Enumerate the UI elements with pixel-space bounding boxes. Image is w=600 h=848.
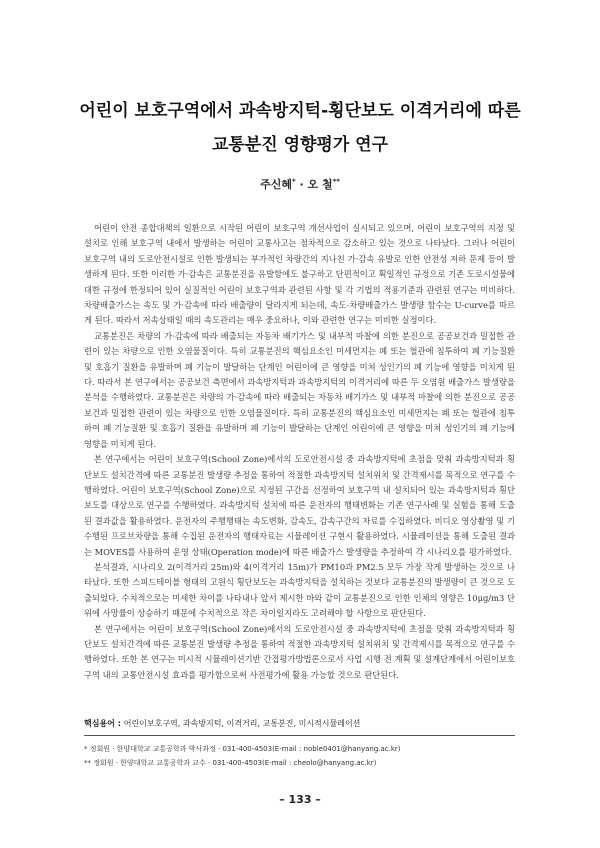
keywords-text: 어린이보호구역, 과속방지턱, 이격거리, 교통분진, 미시적시뮬레이션 — [123, 719, 361, 728]
author-1-mark: * — [291, 177, 296, 186]
footnote-divider — [84, 735, 515, 736]
page-number: – 133 – — [279, 793, 321, 806]
title-line-1: 어린이 보호구역에서 과속방지턱-횡단보도 이격거리에 따른 — [79, 101, 521, 121]
abstract — [84, 221, 515, 683]
paper-title — [60, 94, 540, 162]
footnote-2: ** 정회원 · 한양대학교 교통공학과 교수 · 031-400-4503(E-mail : cheolo@hanyang.ac.kr) — [84, 759, 377, 767]
footnote-1: * 정회원 · 한양대학교 교통공학과 박사과정 · 031-400-4503(E-mail : noble0401@hanyang.ac.kr) — [84, 745, 401, 753]
author-separator: · — [295, 178, 308, 191]
abstract-paragraph-3: 본 연구에서는 어린이 보호구역(School Zone)에서의 도로안전시설 중 과속방지턱에 초점을 맞춰 과속방지턱과 횡단보도 설치간격에 따른 교통분진 발생량 추정을 통하여 적절한 과속방지턱 설치위치 및 간격제시를 목적으로 연구를 수행하였다. 어린이 보호구역(School Zone)으로 지정된 구간을 선정하여 보호구역 내 설치되어 있는 과속방지턱과 횡단보도를 대상으로 연구를 수행하였다. 과속방지턱 설치에 따른 운전자의 행태변화는 기존 연구사례 및 실험을 통해 도출된 결과값을 활용하였다. 운전자의 주행행태는 속도변화, 감속도, 감속구간의 자료를 수집하였다. 비디오 영상촬영 및 기 수행된 프로브차량을 통해 수집된 운전자의 행태자료는 시뮬레이션 구현시 활용하였다. 시뮬레이션을 통해 도출된 결과는 MOVES를 사용하여 운영 상태(Operation mode)에 따른 배출가스 발생량을 추정하여 각 시나리오를 평가하였다. — [84, 454, 515, 557]
abstract-paragraph-4: 분석결과, 시나리오 2(이격거리 25m)와 4(이격거리 15m)가 PM10과 PM2.5 모두 가장 작게 발생하는 것으로 나타났다. 또한 스피드테이블 형태의 고원식 횡단보도는 과속방지턱을 설치하는 것보다 교통분진의 발생량이 큰 것으로 도출되었다. 수치적으로는 미세한 차이를 나타내나 앞서 제시한 바와 같이 교통분진으로 인한 인체의 영향은 10μg/m3 단위에 사망률이 상승하기 때문에 수치적으로 작은 차이일지라도 고려해야 할 사항으로 판단된다. — [84, 561, 515, 619]
abstract-paragraph-1: 어린이 안전 종합대책의 일환으로 시작된 어린이 보호구역 개선사업이 실시되고 있으며, 어린이 보호구역의 지정 및 설치로 인해 보호구역 내에서 발생하는 어린이 교통사고는 점차적으로 감소하고 있는 것으로 나타났다. 그러나 어린이 보호구역 내의 도로안전시설로 인한 발생되는 부가적인 차량간의 지나친 가·감속 유발로 인한 안전성 저하 문제 등이 발생하게 된다. 또한 이러한 가·감속은 교통분진을 유발함에도 불구하고 단편적이고 획일적인 규정으로 기존 도로시설물에 대한 규정에 한정되어 있어 실질적인 어린이 보호구역과 관련된 사항 및 각 기법의 적용기준과 관련된 연구는 미비하다. 차량배출가스는 속도 및 가·감속에 따라 배출량이 달라지게 되는데, 속도-차량배출가스 발생량 함수는 U-curve를 따르게 된다. 따라서 저속상태일 때의 속도관리는 매우 중요하나, 이와 관련한 연구는 미비한 실정이다. — [84, 223, 515, 326]
footnotes — [84, 742, 515, 770]
abstract-paragraph-2: 교통분진은 차량의 가·감속에 따라 배출되는 자동차 배기가스 및 내부적 마찰에 의한 분진으로 공공보건과 밀접한 관련이 있는 차량으로 인한 오염물질이다. 특히 교통분진의 핵심요소인 미세먼지는 폐 또는 혈관에 침투하여 폐 기능질환 및 호흡기 질환을 유발하며 폐 기능이 발달하는 단계인 어린이에 큰 영향을 미쳐 성인기의 폐 기능에 영향을 미치게 된다. 따라서 본 연구에서는 공공보건 측면에서 과속방지턱과 과속방지턱의 이격거리에 따른 두 오염원 배출가스 발생량을 분석을 수행하였다. 교통분진은 차량의 가·감속에 따라 배출되는 자동차 배기가스 및 내부적 마찰에 의한 분진으로 공공보건과 밀접한 관련이 있는 차량으로 인한 오염물질이다. 특히 교통분진의 핵심요소인 미세먼지는 폐 또는 혈관에 침투하여 폐 기능질환 및 호흡기 질환을 유발하며 폐 기능이 발달하는 단계인 어린이에 큰 영향을 미쳐 성인기의 폐 기능에 영향을 미치게 된다. — [84, 330, 515, 449]
author-2-mark: ** — [332, 177, 340, 186]
author-line — [60, 176, 540, 192]
abstract-paragraph-5: 본 연구에서는 어린이 보호구역(School Zone)에서의 도로안전시설 중 과속방지턱에 초점을 맞춰 과속방지턱과 횡단보도 설치간격에 따른 교통분진 발생량 추정을 통하여 적절한 과속방지턱 설치위치 및 간격제시를 목적으로 연구를 수행하였다. 또한 본 연구는 미시적 시뮬레이션기반 간접평가방법론으로서 사업 시행 전 계획 및 설계단계에서 어린이보호구역 내의 교통안전시설 효과를 평가함으로써 사전평가에 활용 가능할 것으로 판단된다. — [84, 623, 515, 680]
author-1: 주신혜 — [260, 178, 292, 191]
title-line-2: 교통분진 영향평가 연구 — [211, 135, 389, 155]
keywords — [84, 718, 515, 729]
keywords-label: 핵심용어 : — [84, 719, 124, 728]
author-2: 오 철 — [307, 178, 333, 191]
